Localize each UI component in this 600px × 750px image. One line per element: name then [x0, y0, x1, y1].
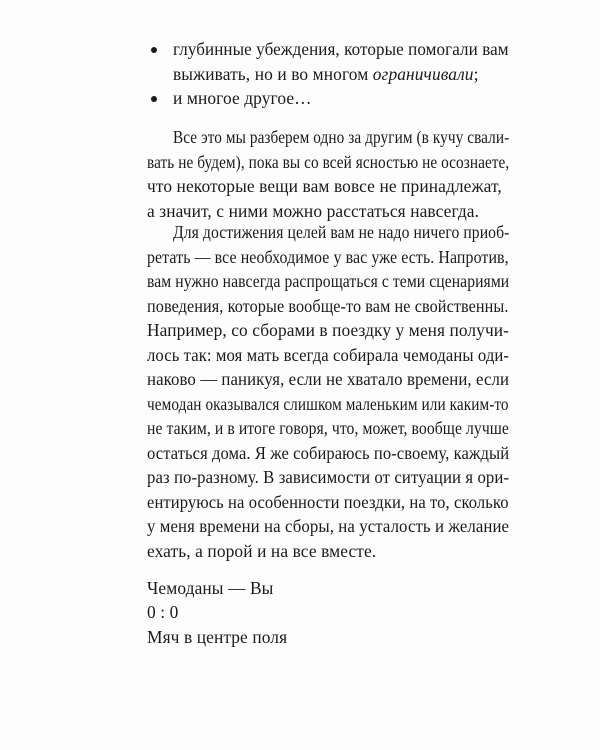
- bullet-1-line-1: глубинные убеждения, которые помогали вам: [173, 39, 509, 59]
- paragraph-1-line: а значит, с ними можно расстаться навсегда.: [147, 201, 480, 221]
- paragraph-2-line: Например, со сборами в поездку у меня получи-: [147, 320, 510, 340]
- paragraph-2-line: ехать, а порой и на все вместе.: [147, 541, 377, 561]
- paragraph-2-line: Для достижения целей вам не надо ничего приоб-: [173, 222, 510, 242]
- paragraph-2-line: наково — паникуя, если не хватало времени, если: [147, 369, 510, 389]
- bullet-2-line-1: и многое другое…: [173, 88, 312, 108]
- bullet-marker: [151, 47, 157, 53]
- bullet-1-line-2-text: выживать, но и во многом: [173, 64, 373, 84]
- paragraph-2-line: поведения, которые вообще-то вам не свойственны.: [147, 296, 509, 316]
- paragraph-2-line: остаться дома. Я же собираюсь по-своему, каждый: [147, 443, 510, 463]
- paragraph-1-line: Все это мы разберем одно за другим (в кучу свали-: [173, 127, 510, 147]
- bullet-1-line-2: [173, 66, 479, 83]
- bullet-1-emphasis: ограничивали: [372, 64, 474, 84]
- paragraph-1-line: что некоторые вещи вам вовсе не принадлежат,: [147, 176, 502, 196]
- scoreboard-teams: Чемоданы — Вы: [147, 578, 274, 598]
- scoreboard-status: Мяч в центре поля: [147, 627, 288, 647]
- scoreboard-score: 0 : 0: [147, 602, 179, 622]
- paragraph-2-line: вам нужно навсегда распрощаться с теми сценариями: [147, 271, 510, 291]
- paragraph-2-line: ентируюсь на особенности поездки, на то, сколько: [147, 492, 509, 512]
- paragraph-2-line: чемодан оказывался слишком маленьким или каким-то: [147, 394, 509, 414]
- bullet-1-line-2-end: ;: [473, 64, 479, 84]
- paragraph-2-line: раз по-разному. В зависимости от ситуации я ори-: [147, 467, 510, 487]
- paragraph-2-line: у меня времени на сборы, на усталость и желание: [147, 516, 510, 536]
- paragraph-1-line: вать не будем), пока вы со всей ясностью не осознаете,: [147, 152, 510, 172]
- paragraph-2-line: ретать — все необходимое у вас уже есть. Напротив,: [147, 247, 509, 267]
- paragraph-2-line: не таким, и в итоге говоря, что, может, вообще лучше: [147, 418, 509, 438]
- bullet-marker: [151, 96, 157, 102]
- paragraph-2-line: лось так: моя мать всегда собирала чемоданы оди-: [147, 345, 510, 365]
